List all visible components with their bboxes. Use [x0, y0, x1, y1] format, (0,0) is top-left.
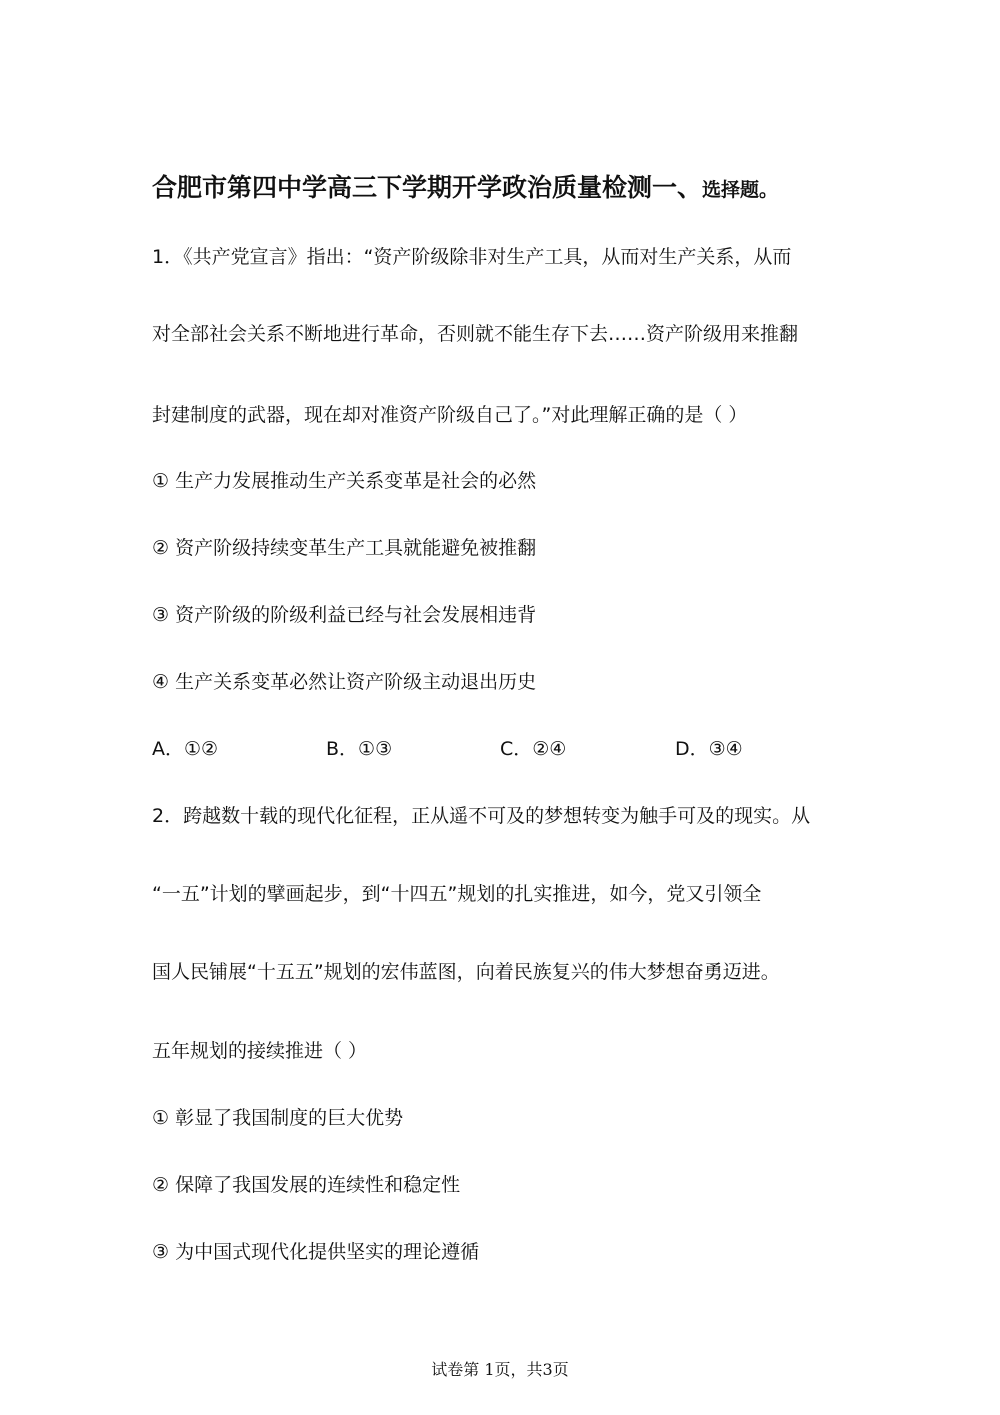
q1-item-1: ① 生产力发展推动生产关系变革是社会的必然: [152, 470, 537, 492]
q1-choice-c: C．②④: [500, 738, 567, 760]
q1-choice-a: A．①②: [152, 738, 219, 760]
q2-stem-line-3: 国人民铺展“十五五”规划的宏伟蓝图，向着民族复兴的伟大梦想奋勇迈进。: [152, 961, 780, 983]
q1-choice-b: B．①③: [326, 738, 393, 760]
q1-stem-line-2: 对全部社会关系不断地进行革命，否则就不能生存下去……资产阶级用来推翻: [152, 323, 799, 345]
q2-stem-line-2: “一五”计划的擘画起步，到“十四五”规划的扎实推进，如今，党又引领全: [152, 883, 762, 905]
q2-stem-line-1: 2．跨越数十载的现代化征程，正从遥不可及的梦想转变为触手可及的现实。从: [152, 805, 811, 827]
q2-item-1: ① 彰显了我国制度的巨大优势: [152, 1107, 404, 1129]
q2-stem-line-4: 五年规划的接续推进（ ）: [152, 1040, 368, 1062]
q1-choice-d: D．③④: [675, 738, 743, 760]
q2-item-3: ③ 为中国式现代化提供坚实的理论遵循: [152, 1241, 480, 1263]
title-main: 合肥市第四中学高三下学期开学政治质量检测一、: [152, 173, 703, 202]
q1-item-3: ③ 资产阶级的阶级利益已经与社会发展相违背: [152, 604, 537, 626]
q1-item-2: ② 资产阶级持续变革生产工具就能避免被推翻: [152, 537, 537, 559]
q1-item-4: ④ 生产关系变革必然让资产阶级主动退出历史: [152, 671, 537, 693]
page-title: [152, 168, 778, 204]
q1-stem-line-3: 封建制度的武器，现在却对准资产阶级自己了。”对此理解正确的是（ ）: [152, 404, 748, 426]
page-footer: 试卷第 1页，共3页: [431, 1360, 569, 1379]
q1-stem-line-1: 1．《共产党宣言》指出：“资产阶级除非对生产工具，从而对生产关系，从而: [152, 246, 792, 268]
q2-item-2: ② 保障了我国发展的连续性和稳定性: [152, 1174, 461, 1196]
title-section: 选择题。: [702, 179, 779, 201]
